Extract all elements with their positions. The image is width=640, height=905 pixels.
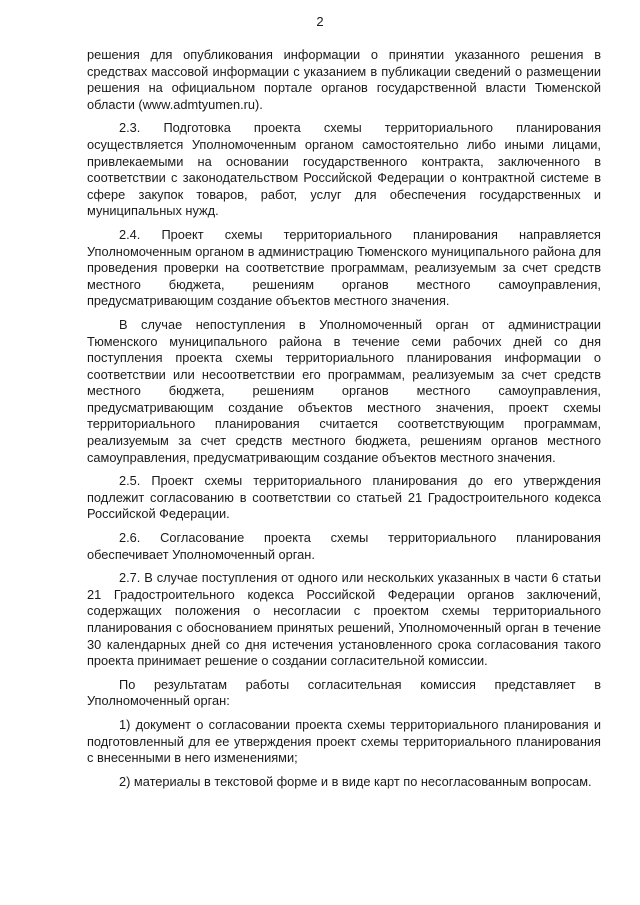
paragraph-2-6: 2.6. Согласование проекта схемы территориального планирования обеспечивает Уполномоченный орган.: [87, 530, 601, 562]
list-item-2: 2) материалы в текстовой форме и в виде карт по несогласованным вопросам.: [119, 773, 592, 789]
paragraph-2-7: 2.7. В случае поступления от одного или нескольких указанных в части 6 статьи 21 Градостроительного кодекса Российской Федерации органов заключений, содержащих положения о несогласии с проектом схемы территориального планирования с обоснованием принятых решений, Уполномоченный орган в течение 30 календарных дней со дня истечения установленного срока согласования такого проекта принимает решение о создании согласительной комиссии.: [87, 570, 601, 669]
paragraph-non-receipt: В случае непоступления в Уполномоченный орган от администрации Тюменского муниципального района в течение семи рабочих дней со дня поступления проекта схемы территориального планирования информации о соответствии или несоответствии его программам, реализуемым за счет средств местного бюджета, решениям органов местного самоуправления, предусматривающим создание объектов местного значения, проект схемы территориального планирования считается соответствующим программам, реализуемым за счет средств местного бюджета, решениям органов местного самоуправления, предусматривающим создание объектов местного значения.: [87, 316, 601, 465]
page-number: 2: [316, 14, 324, 29]
paragraph-2-5: 2.5. Проект схемы территориального планирования до его утверждения подлежит согласованию в соответствии со статьей 21 Градостроительного кодекса Российской Федерации.: [87, 473, 601, 522]
paragraph-continuation: решения для опубликования информации о принятии указанного решения в средствах массовой информации с указанием в публикации сведений о размещении решения на официальном портале органов государственной власти Тюменской области (www.admtyumen.ru).: [87, 47, 601, 112]
paragraph-2-4: 2.4. Проект схемы территориального планирования направляется Уполномоченным органом в администрацию Тюменского муниципального района для проведения проверки на соответствие программам, реализуемым за счет средств местного бюджета, решениям органов местного самоуправления, предусматривающим создание объектов местного значения.: [87, 226, 601, 309]
document-body: [87, 47, 601, 797]
paragraph-commission-results: По результатам работы согласительная комиссия представляет в Уполномоченный орган:: [87, 676, 601, 709]
paragraph-2-3: 2.3. Подготовка проекта схемы территориального планирования осуществляется Уполномоченным органом самостоятельно либо иными лицами, привлекаемыми на основании государственного контракта, заключенного в соответствии с законодательством Российской Федерации о контрактной системе в сфере закупок товаров, работ, услуг для обеспечения государственных и муниципальных нужд.: [87, 120, 601, 219]
list-item-1: 1) документ о согласовании проекта схемы территориального планирования и подготовленный для ее утверждения проект схемы территориального планирования с внесенными в него изменениями;: [87, 716, 601, 766]
